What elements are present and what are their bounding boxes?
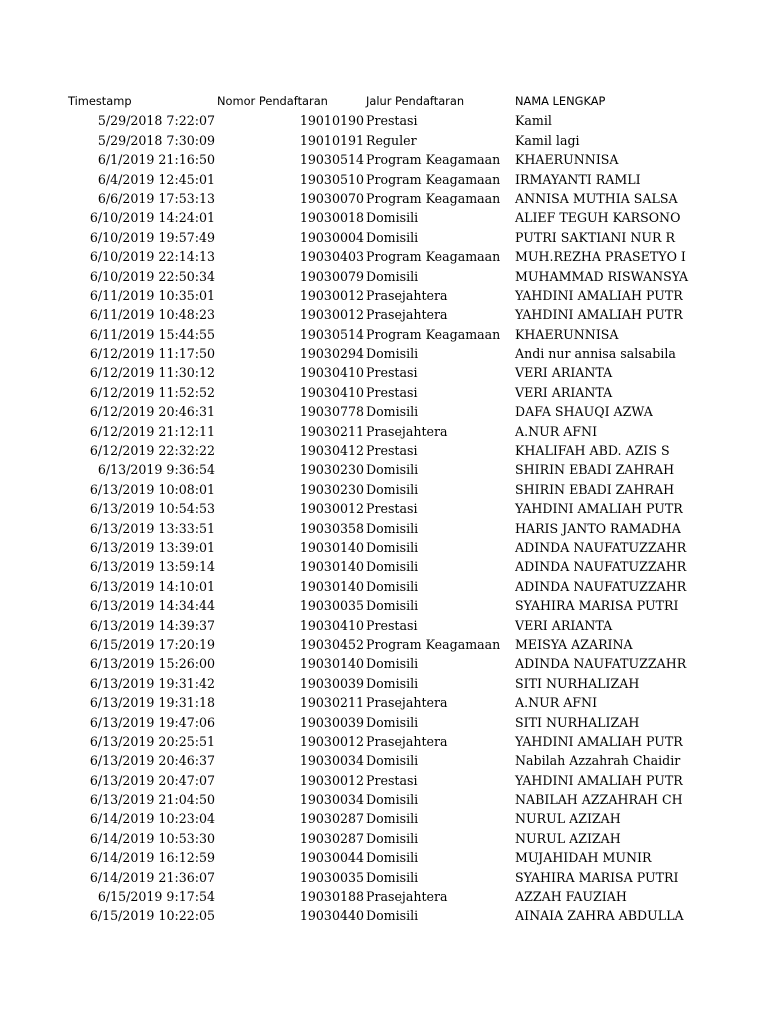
cell-jalur-pendaftaran[interactable]: Prasejahtera	[366, 307, 448, 323]
header-row	[0, 92, 768, 111]
table-row	[0, 732, 768, 751]
header-timestamp[interactable]: Timestamp	[68, 94, 132, 108]
cell-jalur-pendaftaran[interactable]: Domisili	[366, 404, 419, 420]
cell-jalur-pendaftaran[interactable]: Prestasi	[366, 617, 418, 633]
cell-nomor-pendaftaran[interactable]: 19030294	[299, 346, 364, 362]
cell-timestamp[interactable]: 6/13/2019 9:36:54	[97, 462, 215, 478]
cell-timestamp[interactable]: 6/13/2019 13:39:01	[89, 539, 215, 555]
table-row	[0, 363, 768, 382]
cell-jalur-pendaftaran[interactable]: Domisili	[366, 656, 419, 672]
cell-nomor-pendaftaran[interactable]: 19030012	[299, 733, 364, 749]
cell-nomor-pendaftaran[interactable]: 19030034	[299, 792, 364, 808]
cell-nama-lengkap[interactable]: ADINDA NAUFATUZZAHR	[515, 578, 687, 594]
cell-timestamp[interactable]: 6/15/2019 10:22:05	[89, 908, 215, 924]
cell-nomor-pendaftaran[interactable]: 19030452	[299, 636, 364, 652]
cell-timestamp[interactable]: 6/13/2019 14:39:37	[89, 617, 215, 633]
cell-nama-lengkap[interactable]: KHAERUNNISA	[515, 152, 619, 168]
cell-timestamp[interactable]: 6/13/2019 13:59:14	[89, 559, 215, 575]
cell-timestamp[interactable]: 6/4/2019 12:45:01	[97, 171, 215, 187]
cell-jalur-pendaftaran[interactable]: Domisili	[366, 850, 419, 866]
cell-nama-lengkap[interactable]: SITI NURHALIZAH	[515, 675, 640, 691]
cell-jalur-pendaftaran[interactable]: Domisili	[366, 539, 419, 555]
cell-nama-lengkap[interactable]: A.NUR AFNI	[515, 695, 598, 711]
cell-jalur-pendaftaran[interactable]: Domisili	[366, 675, 419, 691]
cell-nomor-pendaftaran[interactable]: 19030079	[299, 268, 364, 284]
cell-jalur-pendaftaran[interactable]: Domisili	[366, 811, 419, 827]
table-row	[0, 286, 768, 305]
cell-jalur-pendaftaran[interactable]: Prestasi	[366, 384, 418, 400]
cell-nama-lengkap[interactable]: NURUL AZIZAH	[515, 830, 621, 846]
cell-nama-lengkap[interactable]: ANNISA MUTHIA SALSA	[515, 190, 678, 206]
table-row	[0, 499, 768, 518]
table-row	[0, 441, 768, 460]
cell-jalur-pendaftaran[interactable]: Domisili	[366, 346, 419, 362]
cell-jalur-pendaftaran[interactable]: Prestasi	[366, 365, 418, 381]
cell-nama-lengkap[interactable]: Kamil lagi	[515, 132, 580, 148]
cell-nama-lengkap[interactable]: AINAIA ZAHRA ABDULLA	[515, 908, 684, 924]
cell-nomor-pendaftaran[interactable]: 19030230	[299, 481, 364, 497]
cell-nomor-pendaftaran[interactable]: 19010191	[299, 132, 364, 148]
cell-jalur-pendaftaran[interactable]: Domisili	[366, 578, 419, 594]
table-row	[0, 267, 768, 286]
cell-nama-lengkap[interactable]: HARIS JANTO RAMADHA	[515, 520, 681, 536]
table-body	[0, 111, 768, 925]
cell-jalur-pendaftaran[interactable]: Domisili	[366, 520, 419, 536]
cell-timestamp[interactable]: 6/12/2019 21:12:11	[89, 423, 215, 439]
cell-timestamp[interactable]: 6/6/2019 17:53:13	[97, 190, 215, 206]
cell-nama-lengkap[interactable]: SHIRIN EBADI ZAHRAH	[515, 481, 675, 497]
cell-timestamp[interactable]: 6/13/2019 20:46:37	[89, 753, 215, 769]
cell-jalur-pendaftaran[interactable]: Prasejahtera	[366, 695, 448, 711]
cell-nomor-pendaftaran[interactable]: 19030410	[299, 365, 364, 381]
cell-nomor-pendaftaran[interactable]: 19010190	[299, 113, 364, 129]
table-row	[0, 325, 768, 344]
table-row	[0, 189, 768, 208]
table-row	[0, 228, 768, 247]
cell-nomor-pendaftaran[interactable]: 19030188	[299, 889, 364, 905]
cell-nomor-pendaftaran[interactable]: 19030778	[299, 404, 364, 420]
header-jalur-pendaftaran[interactable]: Jalur Pendaftaran	[366, 94, 465, 108]
cell-nama-lengkap[interactable]: VERI ARIANTA	[515, 617, 613, 633]
table-row	[0, 538, 768, 557]
cell-jalur-pendaftaran[interactable]: Program Keagamaan	[366, 171, 501, 187]
cell-nomor-pendaftaran[interactable]: 19030035	[299, 869, 364, 885]
cell-jalur-pendaftaran[interactable]: Domisili	[366, 792, 419, 808]
table-row	[0, 674, 768, 693]
table-row	[0, 751, 768, 770]
cell-jalur-pendaftaran[interactable]: Program Keagamaan	[366, 636, 501, 652]
cell-nama-lengkap[interactable]: VERI ARIANTA	[515, 384, 613, 400]
cell-timestamp[interactable]: 6/10/2019 19:57:49	[89, 229, 215, 245]
table-row	[0, 480, 768, 499]
cell-jalur-pendaftaran[interactable]: Domisili	[366, 908, 419, 924]
cell-nama-lengkap[interactable]: YAHDINI AMALIAH PUTR	[515, 772, 683, 788]
cell-nama-lengkap[interactable]: KHALIFAH ABD. AZIS S	[515, 443, 670, 459]
cell-nama-lengkap[interactable]: VERI ARIANTA	[515, 365, 613, 381]
cell-jalur-pendaftaran[interactable]: Domisili	[366, 714, 419, 730]
cell-timestamp[interactable]: 6/14/2019 10:53:30	[89, 830, 215, 846]
header-nomor-pendaftaran[interactable]: Nomor Pendaftaran	[217, 94, 328, 108]
cell-jalur-pendaftaran[interactable]: Prasejahtera	[366, 889, 448, 905]
table-row	[0, 848, 768, 867]
table-row	[0, 131, 768, 150]
cell-nomor-pendaftaran[interactable]: 19030039	[299, 714, 364, 730]
cell-nama-lengkap[interactable]: MUHAMMAD RISWANSYA	[515, 268, 689, 284]
cell-jalur-pendaftaran[interactable]: Prasejahtera	[366, 423, 448, 439]
table-row	[0, 247, 768, 266]
cell-nomor-pendaftaran[interactable]: 19030410	[299, 617, 364, 633]
cell-jalur-pendaftaran[interactable]: Prestasi	[366, 772, 418, 788]
table-row	[0, 519, 768, 538]
cell-timestamp[interactable]: 6/13/2019 19:31:42	[89, 675, 215, 691]
cell-nomor-pendaftaran[interactable]: 19030403	[299, 249, 364, 265]
cell-nama-lengkap[interactable]: ADINDA NAUFATUZZAHR	[515, 539, 687, 555]
cell-timestamp[interactable]: 6/10/2019 22:50:34	[89, 268, 215, 284]
table-row	[0, 829, 768, 848]
cell-timestamp[interactable]: 6/13/2019 10:08:01	[89, 481, 215, 497]
cell-nama-lengkap[interactable]: ADINDA NAUFATUZZAHR	[515, 656, 687, 672]
cell-timestamp[interactable]: 6/13/2019 21:04:50	[89, 792, 215, 808]
cell-nomor-pendaftaran[interactable]: 19030039	[299, 675, 364, 691]
cell-timestamp[interactable]: 6/12/2019 11:17:50	[89, 346, 215, 362]
cell-timestamp[interactable]: 6/13/2019 20:25:51	[89, 733, 215, 749]
cell-nomor-pendaftaran[interactable]: 19030070	[299, 190, 364, 206]
cell-nama-lengkap[interactable]: NABILAH AZZAHRAH CH	[515, 792, 683, 808]
table-row	[0, 383, 768, 402]
table-row	[0, 402, 768, 421]
cell-timestamp[interactable]: 6/11/2019 10:35:01	[89, 287, 215, 303]
table-row	[0, 344, 768, 363]
cell-timestamp[interactable]: 6/14/2019 21:36:07	[89, 869, 215, 885]
table-row	[0, 887, 768, 906]
cell-jalur-pendaftaran[interactable]: Program Keagamaan	[366, 190, 501, 206]
table-row	[0, 208, 768, 227]
table-row	[0, 577, 768, 596]
cell-nomor-pendaftaran[interactable]: 19030012	[299, 307, 364, 323]
cell-jalur-pendaftaran[interactable]: Program Keagamaan	[366, 249, 501, 265]
cell-timestamp[interactable]: 6/11/2019 10:48:23	[89, 307, 215, 323]
cell-nama-lengkap[interactable]: YAHDINI AMALIAH PUTR	[515, 307, 683, 323]
cell-nama-lengkap[interactable]: PUTRI SAKTIANI NUR R	[515, 229, 675, 245]
header-nama-lengkap[interactable]: NAMA LENGKAP	[515, 94, 606, 108]
cell-nama-lengkap[interactable]: KHAERUNNISA	[515, 326, 619, 342]
cell-jalur-pendaftaran[interactable]: Reguler	[366, 132, 417, 148]
cell-nama-lengkap[interactable]: SYAHIRA MARISA PUTRI	[515, 598, 679, 614]
table-row	[0, 557, 768, 576]
table-row	[0, 809, 768, 828]
cell-nomor-pendaftaran[interactable]: 19030211	[299, 695, 364, 711]
table-row	[0, 422, 768, 441]
cell-nomor-pendaftaran[interactable]: 19030211	[299, 423, 364, 439]
cell-jalur-pendaftaran[interactable]: Domisili	[366, 481, 419, 497]
cell-jalur-pendaftaran[interactable]: Domisili	[366, 753, 419, 769]
cell-nomor-pendaftaran[interactable]: 19030140	[299, 656, 364, 672]
cell-timestamp[interactable]: 6/13/2019 10:54:53	[89, 501, 215, 517]
cell-nomor-pendaftaran[interactable]: 19030358	[299, 520, 364, 536]
cell-jalur-pendaftaran[interactable]: Prestasi	[366, 113, 418, 129]
cell-nama-lengkap[interactable]: IRMAYANTI RAMLI	[515, 171, 641, 187]
cell-jalur-pendaftaran[interactable]: Domisili	[366, 210, 419, 226]
table-row	[0, 170, 768, 189]
cell-nomor-pendaftaran[interactable]: 19030410	[299, 384, 364, 400]
cell-jalur-pendaftaran[interactable]: Domisili	[366, 598, 419, 614]
cell-timestamp[interactable]: 6/12/2019 22:32:22	[89, 443, 215, 459]
cell-jalur-pendaftaran[interactable]: Prasejahtera	[366, 287, 448, 303]
cell-timestamp[interactable]: 6/14/2019 10:23:04	[89, 811, 215, 827]
cell-timestamp[interactable]: 6/12/2019 11:30:12	[89, 365, 215, 381]
cell-nama-lengkap[interactable]: YAHDINI AMALIAH PUTR	[515, 733, 683, 749]
cell-timestamp[interactable]: 6/13/2019 19:47:06	[89, 714, 215, 730]
cell-nomor-pendaftaran[interactable]: 19030140	[299, 559, 364, 575]
table-row	[0, 693, 768, 712]
table-row	[0, 790, 768, 809]
cell-timestamp[interactable]: 6/15/2019 9:17:54	[97, 889, 215, 905]
cell-nama-lengkap[interactable]: NURUL AZIZAH	[515, 811, 621, 827]
cell-nama-lengkap[interactable]: MUH.REZHA PRASETYO I	[515, 249, 686, 265]
cell-nomor-pendaftaran[interactable]: 19030018	[299, 210, 364, 226]
cell-timestamp[interactable]: 6/1/2019 21:16:50	[97, 152, 215, 168]
cell-jalur-pendaftaran[interactable]: Domisili	[366, 559, 419, 575]
cell-timestamp[interactable]: 6/15/2019 17:20:19	[89, 636, 215, 652]
table-row	[0, 305, 768, 324]
cell-timestamp[interactable]: 6/10/2019 14:24:01	[89, 210, 215, 226]
cell-nama-lengkap[interactable]: ALIEF TEGUH KARSONO	[515, 210, 681, 226]
cell-nama-lengkap[interactable]: SYAHIRA MARISA PUTRI	[515, 869, 679, 885]
cell-jalur-pendaftaran[interactable]: Program Keagamaan	[366, 326, 501, 342]
cell-jalur-pendaftaran[interactable]: Prasejahtera	[366, 733, 448, 749]
cell-nomor-pendaftaran[interactable]: 19030440	[299, 908, 364, 924]
table-row	[0, 771, 768, 790]
cell-nomor-pendaftaran[interactable]: 19030140	[299, 578, 364, 594]
cell-timestamp[interactable]: 6/13/2019 15:26:00	[89, 656, 215, 672]
cell-timestamp[interactable]: 5/29/2018 7:22:07	[97, 113, 215, 129]
cell-nama-lengkap[interactable]: Kamil	[515, 113, 552, 129]
cell-timestamp[interactable]: 5/29/2018 7:30:09	[97, 132, 215, 148]
cell-nama-lengkap[interactable]: YAHDINI AMALIAH PUTR	[515, 501, 683, 517]
cell-timestamp[interactable]: 6/12/2019 20:46:31	[89, 404, 215, 420]
cell-timestamp[interactable]: 6/14/2019 16:12:59	[89, 850, 215, 866]
cell-jalur-pendaftaran[interactable]: Domisili	[366, 268, 419, 284]
table-row	[0, 596, 768, 615]
cell-timestamp[interactable]: 6/13/2019 19:31:18	[89, 695, 215, 711]
table-row	[0, 654, 768, 673]
cell-timestamp[interactable]: 6/13/2019 14:34:44	[89, 598, 215, 614]
cell-nomor-pendaftaran[interactable]: 19030510	[299, 171, 364, 187]
cell-nomor-pendaftaran[interactable]: 19030140	[299, 539, 364, 555]
cell-timestamp[interactable]: 6/12/2019 11:52:52	[89, 384, 215, 400]
cell-nomor-pendaftaran[interactable]: 19030287	[299, 811, 364, 827]
cell-jalur-pendaftaran[interactable]: Domisili	[366, 229, 419, 245]
cell-jalur-pendaftaran[interactable]: Domisili	[366, 462, 419, 478]
cell-nomor-pendaftaran[interactable]: 19030012	[299, 772, 364, 788]
table-row	[0, 111, 768, 130]
cell-nama-lengkap[interactable]: A.NUR AFNI	[515, 423, 598, 439]
cell-nomor-pendaftaran[interactable]: 19030044	[299, 850, 364, 866]
table-row	[0, 906, 768, 925]
cell-timestamp[interactable]: 6/10/2019 22:14:13	[89, 249, 215, 265]
table-row	[0, 713, 768, 732]
table-row	[0, 635, 768, 654]
spreadsheet	[0, 92, 768, 926]
cell-jalur-pendaftaran[interactable]: Program Keagamaan	[366, 152, 501, 168]
cell-nomor-pendaftaran[interactable]: 19030012	[299, 287, 364, 303]
cell-nomor-pendaftaran[interactable]: 19030514	[299, 152, 364, 168]
cell-nomor-pendaftaran[interactable]: 19030514	[299, 326, 364, 342]
cell-nomor-pendaftaran[interactable]: 19030034	[299, 753, 364, 769]
cell-nomor-pendaftaran[interactable]: 19030035	[299, 598, 364, 614]
cell-nama-lengkap[interactable]: AZZAH FAUZIAH	[515, 889, 627, 905]
cell-nomor-pendaftaran[interactable]: 19030004	[299, 229, 364, 245]
cell-timestamp[interactable]: 6/13/2019 20:47:07	[89, 772, 215, 788]
cell-nama-lengkap[interactable]: Nabilah Azzahrah Chaidir	[515, 753, 681, 769]
cell-nomor-pendaftaran[interactable]: 19030012	[299, 501, 364, 517]
table-row	[0, 150, 768, 169]
table-row	[0, 460, 768, 479]
cell-jalur-pendaftaran[interactable]: Domisili	[366, 830, 419, 846]
cell-jalur-pendaftaran[interactable]: Prestasi	[366, 443, 418, 459]
cell-timestamp[interactable]: 6/11/2019 15:44:55	[89, 326, 215, 342]
cell-nama-lengkap[interactable]: DAFA SHAUQI AZWA	[515, 404, 653, 420]
cell-nama-lengkap[interactable]: ADINDA NAUFATUZZAHR	[515, 559, 687, 575]
table-row	[0, 616, 768, 635]
table-row	[0, 868, 768, 887]
cell-nomor-pendaftaran[interactable]: 19030230	[299, 462, 364, 478]
cell-nomor-pendaftaran[interactable]: 19030412	[299, 443, 364, 459]
cell-timestamp[interactable]: 6/13/2019 14:10:01	[89, 578, 215, 594]
cell-nama-lengkap[interactable]: MUJAHIDAH MUNIR	[515, 850, 652, 866]
cell-nama-lengkap[interactable]: SHIRIN EBADI ZAHRAH	[515, 462, 675, 478]
cell-nama-lengkap[interactable]: SITI NURHALIZAH	[515, 714, 640, 730]
cell-jalur-pendaftaran[interactable]: Prestasi	[366, 501, 418, 517]
cell-nama-lengkap[interactable]: MEISYA AZARINA	[515, 636, 633, 652]
cell-nama-lengkap[interactable]: Andi nur annisa salsabila	[515, 346, 676, 362]
cell-jalur-pendaftaran[interactable]: Domisili	[366, 869, 419, 885]
cell-nomor-pendaftaran[interactable]: 19030287	[299, 830, 364, 846]
cell-timestamp[interactable]: 6/13/2019 13:33:51	[89, 520, 215, 536]
cell-nama-lengkap[interactable]: YAHDINI AMALIAH PUTR	[515, 287, 683, 303]
